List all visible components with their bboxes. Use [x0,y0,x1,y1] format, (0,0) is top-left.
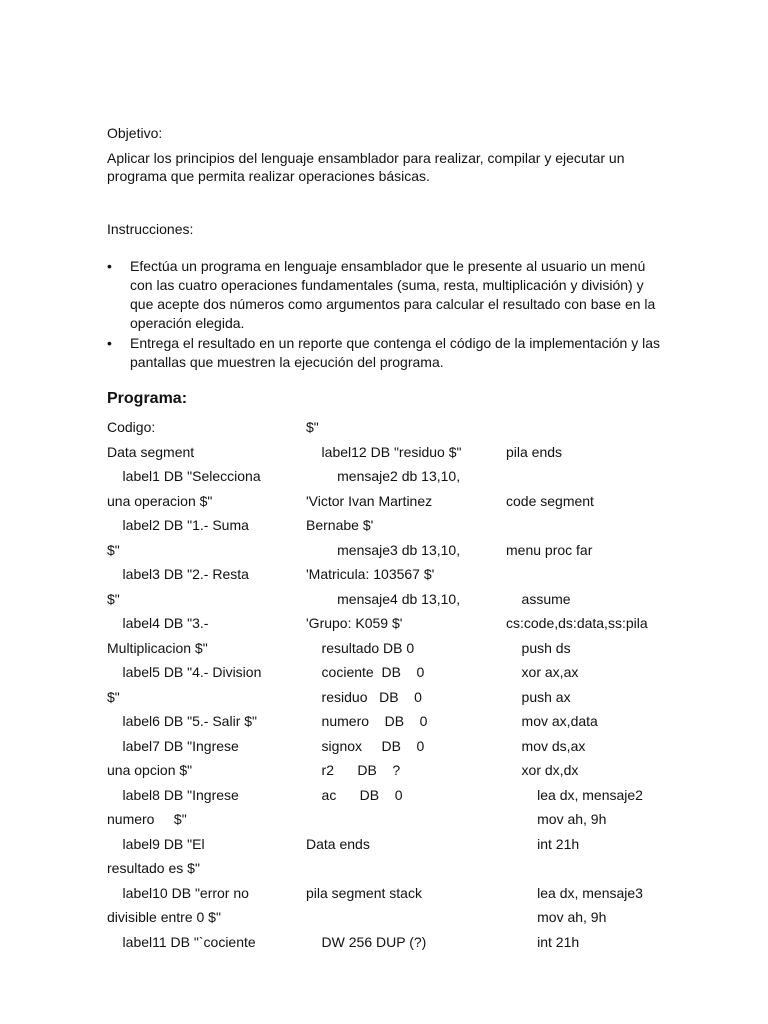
instruction-line: operación elegida. [130,315,245,331]
code-line [506,513,648,538]
code-line: divisible entre 0 $" [107,909,221,925]
code-line: una operacion $" [107,492,213,509]
instruction-item [107,257,667,333]
code-line [306,856,461,881]
code-line: xor ax,ax [506,664,579,680]
code-line: label9 DB "El [107,835,205,852]
code-line: resultado DB 0 [306,639,415,656]
code-line: lea dx, mensaje3 [506,884,643,901]
code-line: residuo DB 0 [306,688,422,705]
code-line: r2 DB ? [306,762,401,778]
code-line: $" [306,419,319,435]
code-line: int 21h [506,933,580,950]
code-line: numero DB 0 [306,713,428,729]
code-line: lea dx, mensaje2 [506,786,643,803]
code-line: assume [506,590,571,607]
code-line: 'Victor Ivan Martinez [306,492,433,509]
code-line: int 21h [506,835,580,852]
code-line: $" [107,688,120,705]
code-line: push ax [506,688,571,705]
code-line: code segment [506,492,594,509]
code-line: pila segment stack [306,884,422,901]
code-line: Multiplicacion $" [107,639,208,656]
code-line: numero $" [107,811,187,827]
code-column-1 [107,415,261,954]
code-line [506,415,648,440]
code-line: pila ends [506,443,563,460]
code-line: Data ends [306,835,370,852]
code-line: label11 DB "`cociente [107,933,256,950]
program-title: Programa: [107,390,188,407]
code-line: mov ax,data [506,713,598,729]
code-line [306,905,461,930]
code-line: label3 DB "2.- Resta [107,566,249,582]
instruction-line: pantallas que muestren la ejecución del programa. [130,354,444,370]
code-line: mov ah, 9h [506,909,607,925]
code-line: label12 DB "residuo $" [306,443,462,460]
code-line: ac DB 0 [306,786,403,803]
instruction-line: Efectúa un programa en lenguaje ensamblador que le presente al usuario un menú [130,258,646,274]
code-line: Codigo: [107,419,156,435]
instructions-list [107,257,667,373]
objective-text-line-2: programa que permita realizar operaciones básicas. [107,168,430,184]
objective-heading: Objetivo: [107,125,163,141]
instruction-line: que acepte dos números como argumentos para calcular el resultado con base en la [130,296,656,312]
code-line: menu proc far [506,541,593,558]
code-line: mensaje2 db 13,10, [306,468,461,484]
code-line: cociente DB 0 [306,664,425,680]
code-line: $" [107,541,120,558]
code-line [306,807,461,832]
code-line: una opcion $" [107,762,193,778]
code-line: resultado es $" [107,860,200,876]
code-line: label10 DB "error no [107,884,249,901]
code-line: DW 256 DUP (?) [306,933,427,950]
code-line: xor dx,dx [506,762,579,778]
code-line [506,856,648,881]
code-line: mov ds,ax [506,737,586,754]
code-column-2 [306,415,461,954]
code-line: label7 DB "Ingrese [107,737,239,754]
code-line: 'Grupo: K059 $' [306,615,403,631]
code-line: label6 DB "5.- Salir $" [107,713,258,729]
code-line: Bernabe $' [306,517,374,533]
code-line: label8 DB "Ingrese [107,786,239,803]
code-line: mov ah, 9h [506,811,607,827]
code-column-3 [506,415,648,954]
instructions-heading: Instrucciones: [107,221,194,237]
instruction-item [107,334,667,372]
code-line: $" [107,590,120,607]
code-line [506,464,648,489]
code-line: cs:code,ds:data,ss:pila [506,615,648,631]
code-line: label2 DB "1.- Suma [107,517,249,533]
code-line: 'Matricula: 103567 $' [306,566,435,582]
instruction-line: Entrega el resultado en un reporte que contenga el código de la implementación y las [130,335,661,351]
code-line: Data segment [107,443,195,460]
code-line: label5 DB "4.- Division [107,664,262,680]
code-line [506,562,648,587]
objective-text-line-1: Aplicar los principios del lenguaje ensamblador para realizar, compilar y ejecutar un [107,150,625,166]
bullet-icon: • [107,335,112,351]
code-line: signox DB 0 [306,737,425,754]
code-line: label1 DB "Selecciona [107,468,261,484]
instruction-line: con las cuatro operaciones fundamentales (suma, resta, multiplicación y división) y [130,277,644,293]
code-line: mensaje3 db 13,10, [306,541,461,558]
code-line: push ds [506,639,571,656]
code-line: mensaje4 db 13,10, [306,590,461,607]
bullet-icon: • [107,258,112,274]
code-line: label4 DB "3.- [107,615,209,631]
